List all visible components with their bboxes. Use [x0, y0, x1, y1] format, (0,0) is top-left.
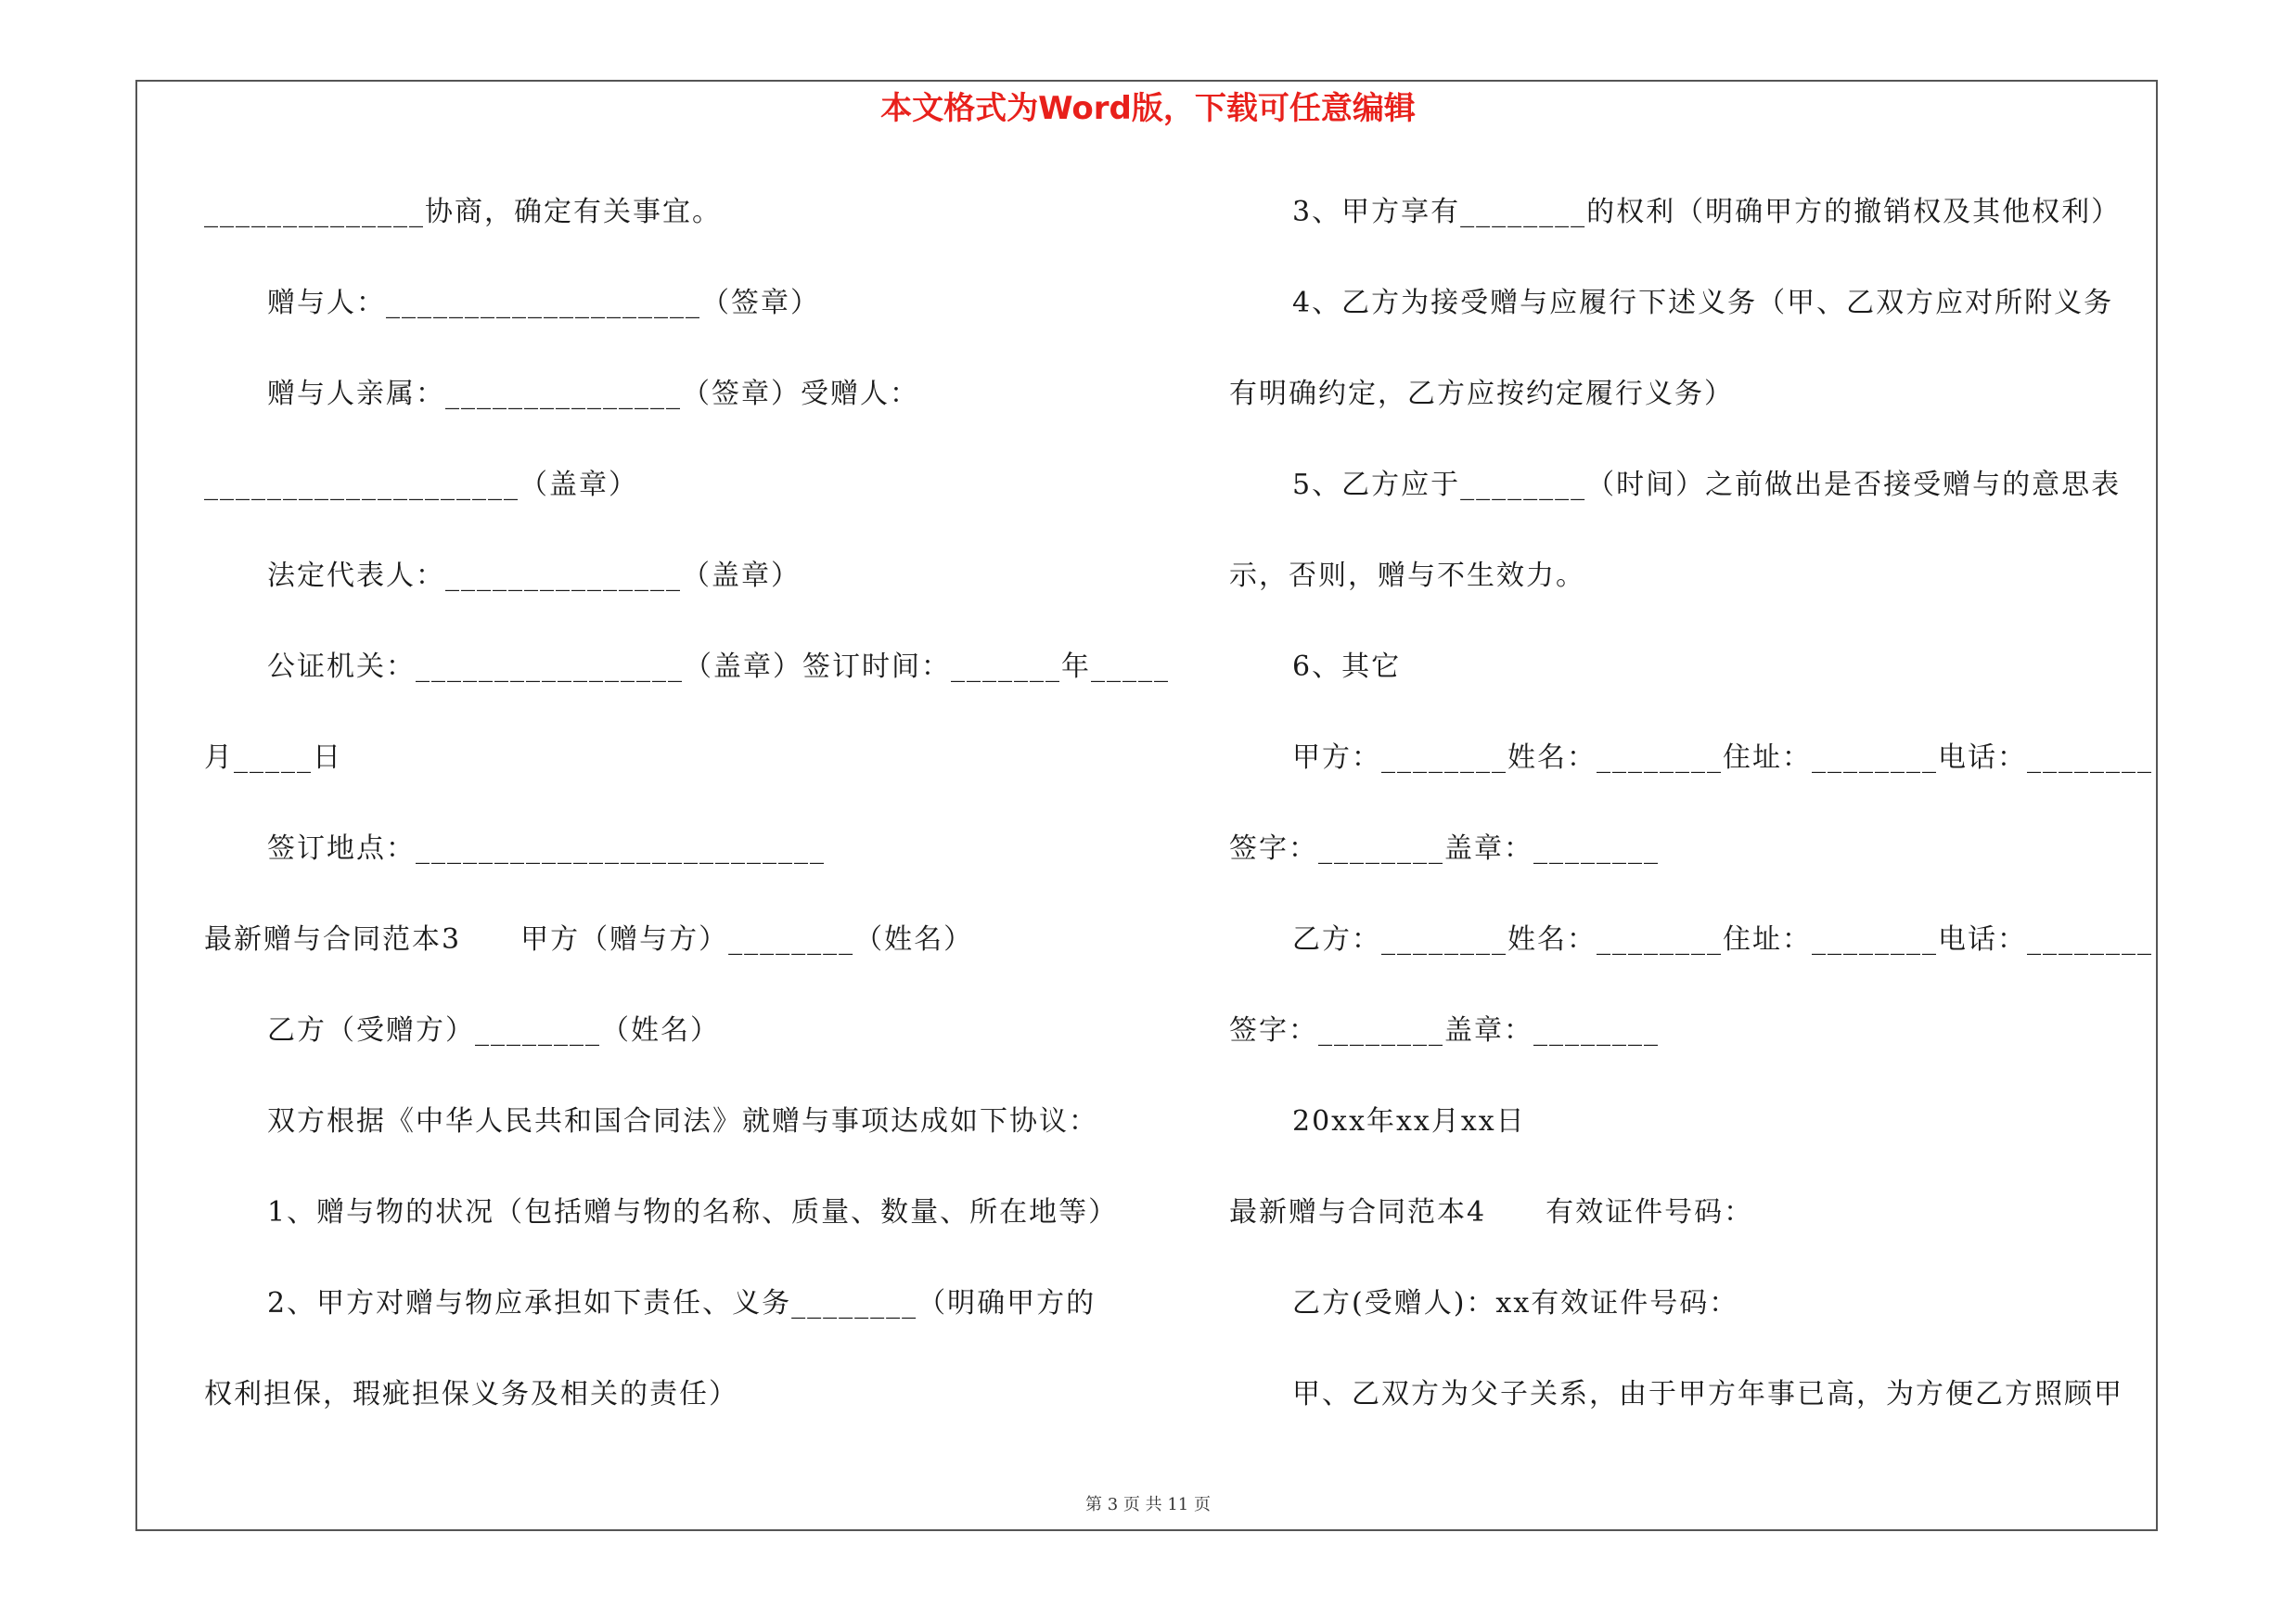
right-column-line-12: 最新赠与合同范本4 有效证件号码：: [1229, 1196, 1754, 1229]
right-column-line-5: 示，否则，赠与不生效力。: [1229, 560, 1585, 592]
left-column-line-8: 签订地点：__________________________: [267, 832, 826, 865]
right-column-line-13: 乙方(受赠人)：xx有效证件号码：: [1292, 1287, 1739, 1320]
right-column-line-3: 有明确约定，乙方应按约定履行义务）: [1229, 378, 1734, 410]
right-column-line-14: 甲、乙双方为父子关系，由于甲方年事已高，为方便乙方照顾甲: [1292, 1378, 2123, 1410]
left-column-line-10: 乙方（受赠方）________（姓名）: [267, 1014, 720, 1047]
right-column-line-11: 20xx年xx月xx日: [1292, 1105, 1526, 1138]
right-column-line-1: 3、甲方享有________的权利（明确甲方的撤销权及其他权利）: [1292, 196, 2122, 228]
left-column-line-7: 月_____日: [204, 741, 342, 774]
left-column-line-11: 双方根据《中华人民共和国合同法》就赠与事项达成如下协议：: [267, 1105, 1098, 1138]
right-column: [1229, 190, 2259, 1463]
right-column-line-4: 5、乙方应于________（时间）之前做出是否接受赠与的意思表: [1292, 469, 2122, 501]
page-number-footer: 第 3 页 共 11 页: [1085, 1495, 1211, 1514]
left-column-line-6: 公证机关：_________________（盖章）签订时间：_______年_____: [267, 650, 1170, 683]
left-column-line-3: 赠与人亲属：_______________（签章）受赠人：: [267, 378, 919, 410]
right-column-line-7: 甲方：________姓名：________住址：________电话：________: [1292, 741, 2153, 774]
left-column-line-12: 1、赠与物的状况（包括赠与物的名称、质量、数量、所在地等）: [267, 1196, 1119, 1229]
right-column-line-8: 签字：________盖章：________: [1229, 832, 1660, 865]
left-column-line-2: 赠与人：____________________（签章）: [267, 287, 820, 319]
right-column-line-10: 签字：________盖章：________: [1229, 1014, 1660, 1047]
left-column-line-14: 权利担保，瑕疵担保义务及相关的责任）: [204, 1378, 738, 1410]
left-column-line-13: 2、甲方对赠与物应承担如下责任、义务________（明确甲方的: [267, 1287, 1097, 1320]
left-column-line-1: ______________协商，确定有关事宜。: [204, 196, 722, 228]
right-column-line-6: 6、其它: [1292, 650, 1402, 683]
left-column-line-4: ____________________（盖章）: [204, 469, 638, 501]
left-column-line-5: 法定代表人：_______________（盖章）: [267, 560, 801, 592]
left-column-line-9: 最新赠与合同范本3 甲方（赠与方）________（姓名）: [204, 923, 974, 956]
left-column: [204, 190, 1234, 1463]
right-column-line-2: 4、乙方为接受赠与应履行下述义务（甲、乙双方应对所附义务: [1292, 287, 2114, 319]
format-banner: 本文格式为Word版，下载可任意编辑: [880, 90, 1416, 127]
right-column-line-9: 乙方：________姓名：________住址：________电话：________: [1292, 923, 2153, 956]
